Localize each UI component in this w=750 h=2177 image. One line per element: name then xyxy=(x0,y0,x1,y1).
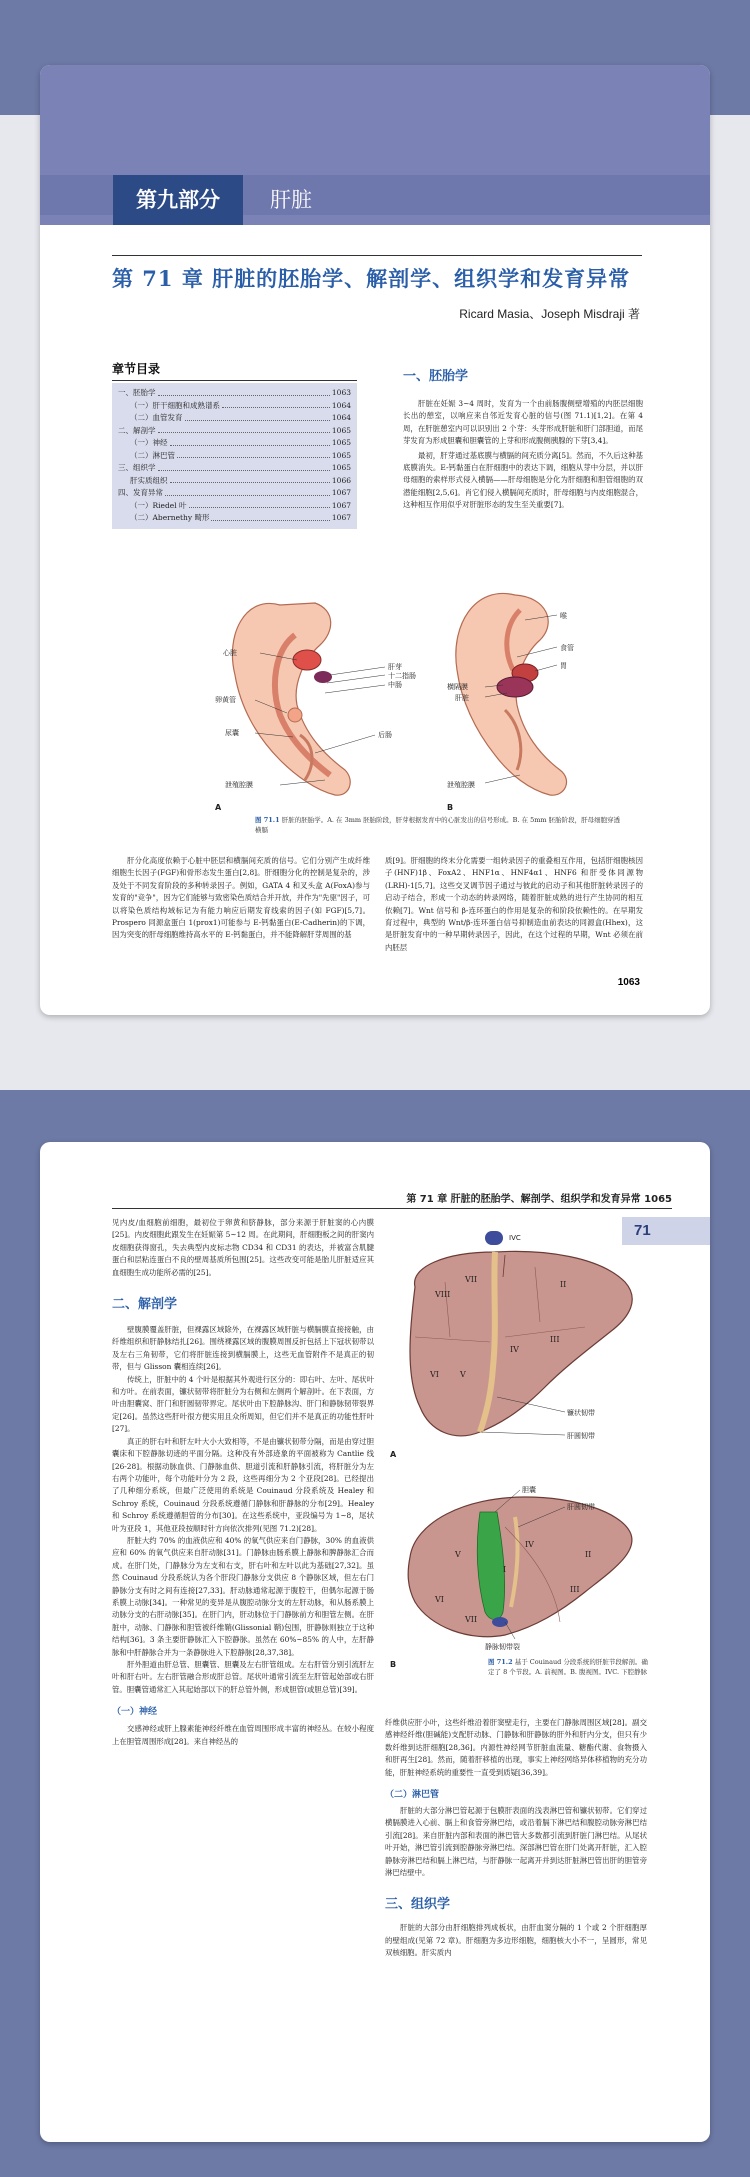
segment-label: I xyxy=(503,1565,507,1574)
fig1-label-cloacal-membrane-b: 泄殖腔膜 xyxy=(447,781,475,789)
toc-leader-dots xyxy=(211,512,329,521)
toc-heading: 章节目录 xyxy=(112,360,357,381)
fig2-panel-b: B xyxy=(390,1660,397,1669)
fig1-label-hindgut: 后肠 xyxy=(378,731,392,739)
part-label: 第九部分 xyxy=(113,175,243,225)
toc-item[interactable] xyxy=(118,500,351,513)
section-heading-histology: 三、组织学 xyxy=(385,1897,451,1913)
toc-item[interactable] xyxy=(118,475,351,488)
toc-item-label: （二）淋巴管 xyxy=(130,450,175,460)
toc-item[interactable] xyxy=(118,512,351,525)
toc-item-page: 1067 xyxy=(331,500,351,510)
column-left xyxy=(112,855,370,942)
toc-item-page: 1066 xyxy=(331,475,351,485)
toc-leader-dots xyxy=(189,500,330,509)
liver-visceral xyxy=(408,1497,632,1637)
toc-leader-dots xyxy=(185,412,330,421)
toc-item[interactable] xyxy=(118,450,351,463)
toc-leader-dots xyxy=(158,387,330,396)
figure-tag: 图 71.2 xyxy=(488,1658,513,1666)
liver-anterior xyxy=(410,1231,632,1436)
page-number: 1063 xyxy=(617,977,640,988)
segment-label: III xyxy=(550,1335,560,1344)
table-of-contents xyxy=(112,360,357,529)
fig1-label-larynx: 喉 xyxy=(560,612,567,620)
toc-item[interactable] xyxy=(118,462,351,475)
fig2-label-round-ligament-b: 肝圆韧带 xyxy=(567,1503,595,1511)
fig1-label-allantois: 尿囊 xyxy=(225,729,239,737)
fig1-label-duodenum: 十二指肠 xyxy=(388,672,416,680)
toc-item-page: 1067 xyxy=(331,513,351,522)
paragraph: 肝脏大约 70% 的血液供应和 40% 的氧气供应来自门静脉，30% 的血液供应和 60% 的氧气供应来自肝动脉[31]。门静脉由肠系膜上静脉和脾静脉汇合而成。在肝门处，门静脉分为左支和右支，肝右叶和左叶以此为基础[27,32]。虽然 Couinaud 分段系统认为各个肝段门静脉分支供应 8 个静脉区域，但左右门静脉分支有时之间有连接[27,33]。肝动脉通常起源于腹腔干，但偶尔起源于肠系膜上动脉[34]。一种常见的变异是从腹腔动脉分支的左肝动脉，和从肠系膜上动脉分支的右肝动脉[35]。在肝门内，肝动脉位于门静脉前方和胆管左侧。在肝脏中，动脉、门静脉和胆管被纤维鞘(Glissonial 鞘)包围，肝静脉则独立于这种结构[36]。3 条主要肝静脉汇入下腔静脉。虽然在 60%~85% 的人中，左肝静脉和中肝静脉合并为一条静脉进入下腔静脉[28,37,38]。 xyxy=(112,1535,374,1657)
toc-box xyxy=(112,383,357,529)
embryology-section xyxy=(403,365,643,512)
fig1-label-septum: 横隔膜 xyxy=(447,683,468,691)
toc-item-label: （二）Abernethy 畸形 xyxy=(130,513,210,522)
toc-leader-dots xyxy=(158,425,330,434)
toc-item-label: 一、胚胎学 xyxy=(118,388,156,397)
paragraph: 肝外胆道由肝总管、胆囊管、胆囊及左右肝管组成。左右肝管分别引流肝左叶和肝右叶。左右肝管融合形成肝总管。尾状叶通常引流至左肝管起始部或右肝管。胆囊管通常汇入其起始部以下的肝总管外侧，形成胆管(或胆总管)[39]。 xyxy=(112,1660,374,1694)
toc-item-page: 1067 xyxy=(331,488,351,497)
caption-text: 基于 Couinaud 分段系统的肝脏节段解剖。确定了 8 个节段。A. 前视图。B. 腹视图。IVC. 下腔静脉 xyxy=(488,1658,648,1676)
title-rule xyxy=(112,255,642,256)
fig2-label-venous-ligament: 静脉韧带裂 xyxy=(485,1643,520,1651)
fig1-label-liver: 肝脏 xyxy=(455,694,469,702)
toc-item-label: （一）神经 xyxy=(130,438,168,447)
subsection-heading-lymph: （二）淋巴管 xyxy=(385,1790,440,1801)
segment-label: IV xyxy=(525,1540,534,1549)
section-heading-anatomy: 二、解剖学 xyxy=(112,1297,178,1313)
part-name: 肝脏 xyxy=(270,188,312,212)
figure-71-2-caption xyxy=(488,1657,653,1677)
fig1-label-heart: 心脏 xyxy=(223,649,237,657)
toc-leader-dots xyxy=(170,437,330,446)
book-page-1065 xyxy=(40,1142,710,2142)
authors: Ricard Masia、Joseph Misdraji 著 xyxy=(459,307,640,321)
fig1-label-stomach: 胃 xyxy=(560,662,567,670)
paragraph: 传统上，肝脏中的 4 个叶是根据其外观进行区分的：即右叶、左叶、尾状叶和方叶。在前表面，镰状韧带将肝脏分为右侧和左侧两个解剖叶。在下表面，方叶由胆囊窝、肝门和肝圆韧带界定。尾状叶由下腔静脉沟、肝门和静脉韧带裂界定[26]。虽然这些肝叶很方便实用且众所周知，但它们并不是真正的功能性肝叶[27]。 xyxy=(112,1374,374,1434)
caption-text: 肝脏的胚胎学。A. 在 3mm 胚胎阶段，肝芽根据发育中的心脏发出的信号形成。B. 在 5mm 胚胎阶段，肝母细胞穿透横膈 xyxy=(255,816,621,834)
chapter-tab: 71 xyxy=(622,1217,710,1245)
paragraph: 纤维供应肝小叶，这些纤维沿着肝窦壁走行，主要在门静脉周围区域[28]。副交感神经纤维(胆碱能)支配肝动脉、门静脉和肝静脉的肝外和肝内分支，但只有少数纤维到达肝细胞[28,36]。内源性神经网节肝脏血流量、糖酯代谢、食物摄入和肝再生[28]。然而，随着肝移植的出现，事实上神经网络异体移植物的充分功能，肝脏神经系统的重要性一直受到质疑[36,39]。 xyxy=(385,1718,647,1777)
segment-label: IV xyxy=(510,1345,519,1354)
segment-label: III xyxy=(570,1585,580,1594)
segment-label: II xyxy=(560,1280,567,1289)
figure-71-1-caption xyxy=(255,815,625,835)
fig2-panel-a: A xyxy=(390,1450,397,1459)
toc-leader-dots xyxy=(177,450,330,459)
chapter-title: 第 71 章 肝脏的胚胎学、解剖学、组织学和发育异常 xyxy=(112,266,631,291)
toc-item-label: 四、发育异常 xyxy=(118,488,163,497)
fig1-label-cloacal-membrane-a: 泄殖腔膜 xyxy=(225,781,253,789)
segment-label: VI xyxy=(430,1370,439,1379)
paragraph: 壁腹膜覆盖肝脏，但裸露区域除外，在裸露区域肝脏与横膈膜直接接触，由纤维组织和肝静脉结扎[26]。围绕裸露区域的腹膜周围反折包括上下冠状韧带以及左右三角韧带，它们将肝脏连接到横膈膜上，这些无血管附件不是真正的韧带，但与 Glisson 囊相连续[26]。 xyxy=(112,1325,374,1372)
toc-item[interactable] xyxy=(118,487,351,500)
book-page-1063 xyxy=(40,65,710,1015)
fig1-panel-a: A xyxy=(215,803,222,812)
toc-item-label: （二）血管发育 xyxy=(130,413,183,422)
toc-leader-dots xyxy=(222,400,330,409)
toc-item[interactable] xyxy=(118,387,351,400)
toc-item-page: 1065 xyxy=(331,450,351,460)
segment-label: VIII xyxy=(435,1290,451,1299)
column-right xyxy=(385,1717,647,1960)
segment-label: VII xyxy=(465,1615,478,1624)
column-left xyxy=(112,1217,374,1748)
paragraph: 见内皮/血细胞前细胞，最初位于卵黄和脐静脉，部分来源于肝脏窦的心内膜[25]。内皮细胞此跟发生在妊娠第 5~12 周。在此期间，肝细胞板之间的肝窦内皮细胞获得窗孔，失去典型内皮标志物 CD34 和 CD31 的表达，并被富含肌腱蛋白和层粘连蛋白不良的壁周基质所包围[25]。这些改变可能是胎儿肝脏适应其血细胞生成功能所必需的[25]。 xyxy=(112,1218,374,1277)
figure-71-1-embryo-illustration xyxy=(185,565,655,815)
toc-item-label: （一）肝干细胞和成熟谱系 xyxy=(130,400,220,410)
fig1-label-midgut: 中肠 xyxy=(388,681,402,689)
segment-label: VI xyxy=(435,1595,444,1604)
segment-label: II xyxy=(585,1550,592,1559)
toc-item-page: 1064 xyxy=(331,400,351,410)
fig2-label-ivc: IVC xyxy=(509,1234,521,1242)
embryo-b xyxy=(456,593,567,795)
fig2-label-falciform: 镰状韧带 xyxy=(567,1409,595,1417)
section-heading-embryology: 一、胚胎学 xyxy=(403,369,469,384)
fig1-panel-b: B xyxy=(447,803,454,812)
column-right xyxy=(385,855,643,954)
paragraph: 肝脏的大部分由肝细胞排列成板状，由肝血窦分隔的 1 个或 2 个肝细胞厚的壁组成(见第 72 章)。肝细胞为多边形细胞，细胞核大小不一，呈圆形，常见双核细胞。肝实质内 xyxy=(385,1923,647,1958)
leader-line xyxy=(481,1432,565,1435)
toc-leader-dots xyxy=(170,475,330,484)
fig2-label-round-ligament-a: 肝圆韧带 xyxy=(567,1432,595,1440)
subsection-heading-nerves: （一）神经 xyxy=(112,1707,158,1718)
running-head: 第 71 章 肝脏的胚胎学、解剖学、组织学和发育异常 1065 xyxy=(112,1190,672,1209)
figure-71-2-liver-segments xyxy=(385,1227,650,1687)
paragraph: 肝脏在妊娠 3~4 周时，发育为一个由前肠腹侧壁增殖的内胚层细胞长出的憩室，以响应来自邻近发育心脏的信号(图 71.1)[1,2]。在第 4 周，在肝脏憩室内可以识别出 2 个芽：头芽形成肝脏和肝门部胆道，而尾芽发育为形成胆囊和胆囊管的上芽和形成腹侧胰腺的下芽[3,4]。 xyxy=(403,399,643,446)
segment-label: V xyxy=(460,1370,466,1379)
toc-item-label: 三、组织学 xyxy=(118,463,156,472)
segment-label: V xyxy=(455,1550,461,1559)
segment-label: VII xyxy=(465,1275,478,1284)
paragraph: 真正的肝右叶和肝左叶大小大致相等，不是由镰状韧带分隔，而是由穿过胆囊床和下腔静脉切迹的平面分隔。这种没有外部迹象的平面被称为 Cantlie 线[26-28]。根据动脉血供、门静脉血供、胆道引流和肝静脉引流，将肝脏分为左右两个功能叶，每个功能叶分为 2 段，这些再细分为 2 个亚段[28]。已经提出了几种细分系统，但最广泛使用的系统是 Couinaud 分段系统及 Healey 和 Schroy 系统，Couinaud 分段系统遵循门静脉和肝静脉的分布[29]。Healey 和 Schroy 系统遵循胆管的分布[30]。在这些系统中，亚段编号为 1~8，尾状叶为亚段 1，其他亚段按顺时针方向依次排列(见图 71.2)[28]。 xyxy=(112,1436,374,1533)
toc-item[interactable] xyxy=(118,425,351,438)
toc-item-label: 二、解剖学 xyxy=(118,425,156,435)
figure-tag: 图 71.1 xyxy=(255,816,280,824)
embryo-a xyxy=(232,603,350,795)
paragraph: 肝脏的大部分淋巴管起源于包膜肝表面的浅表淋巴管和镰状韧带。它们穿过横膈膜进入心前、膈上和食管旁淋巴结，或沿着膈下淋巴结和腹腔动脉旁淋巴结引流[28]。来自肝脏内部和表面的淋巴管大多数都引流到肝脏门淋巴结。从尾状叶开始，淋巴管引流到腔静脉旁淋巴结。深部淋巴管在肝门处离开肝脏，汇入腔静脉旁淋巴结和膈上淋巴结，与肝静脉一起离开并到达肝脏淋巴管出肝的胆管旁淋巴结壁中。 xyxy=(385,1806,647,1878)
toc-leader-dots xyxy=(158,462,330,471)
toc-leader-dots xyxy=(165,487,330,496)
toc-item[interactable] xyxy=(118,437,351,450)
fig1-label-esophagus: 食管 xyxy=(560,644,574,652)
toc-item-label: （一）Riedel 叶 xyxy=(130,500,187,510)
paragraph: 最初，肝芽通过基底膜与横膈的间充质分离[5]。然而，不久后这种基底膜消失。E-钙黏蛋白在肝细胞中的表达下调，细胞从芽中分层，并以肝母细胞的索样形式侵入横膈——肝母细胞是分化为肝细胞和胆管细胞的双潜能细胞[2,5,6]。肖它们侵入横膈间充质时，肝母细胞与内皮细胞混合，这种相互作用似乎对肝脏形态的发生至关重要[7]。 xyxy=(403,450,643,510)
fig1-label-yolk-duct: 卵黄管 xyxy=(215,696,236,704)
toc-item-page: 1063 xyxy=(331,388,351,397)
toc-item-page: 1065 xyxy=(331,438,351,447)
toc-item[interactable] xyxy=(118,400,351,413)
toc-item[interactable] xyxy=(118,412,351,425)
toc-item-page: 1065 xyxy=(331,463,351,472)
fig1-label-liver-bud: 肝芽 xyxy=(388,663,402,671)
fig2-label-gallbladder: 胆囊 xyxy=(522,1486,536,1494)
paragraph: 肝分化高度依赖于心脏中胚层和横膈间充质的信号。它们分别产生成纤维细胞生长因子(FGF)和骨形态发生蛋白[2,8]。肝细胞分化的控制是复杂的，涉及处于不同发育阶段的多种转录因子。例如，GATA 4 和叉头盒 A(FoxA)参与发育的"竞争"，因为它们能够与致密染色质结合并开放，并作为"先驱"因子，可以将染色质结构域标记为有能力响应后期发育线索的因子(如 FGF)[5,7]。Prospero 同源盒蛋白 1(prox1)可能参与 E-钙黏蛋白(E-Cadherin)的下调，因为突变的肝母细胞维持高水平的 E-钙黏蛋白，并不能降解肝芽周围的基 xyxy=(112,856,370,940)
toc-item-page: 1064 xyxy=(331,413,351,422)
toc-item-page: 1065 xyxy=(331,425,351,435)
toc-item-label: 肝实质组织 xyxy=(130,475,168,485)
paragraph: 质[9]。肝细胞的终末分化需要一组转录因子的重叠相互作用，包括肝细胞核因子(HNF)1β、FoxA2、HNF1α、HNF4α1、HNF6 和肝受体同源物(LRH)-1[5,7]。这些交叉调节因子通过与彼此的启动子和其他肝脏转录因子的启动子结合，形成一个动态的转录网络，随着肝脏成熟的进行产生协同的相互依赖[7]。Wnt 信号和 β-连环蛋白的作用是复杂的和阶段依赖性的。在早期发育过程中，典型的 Wnt/β-连环蛋白信号抑制造血前表达的同源盒(Hhex)，这是肝脏发育中的一种早期转录因子，因此，在这个过程的早期，Wnt 必须在前内胚层 xyxy=(385,856,643,952)
paragraph: 交感神经或肝上腺素能神经纤维在血管周围形成丰富的神经丛。在较小程度上在胆管周围形成[28]。来自神经丛的 xyxy=(112,1724,374,1746)
